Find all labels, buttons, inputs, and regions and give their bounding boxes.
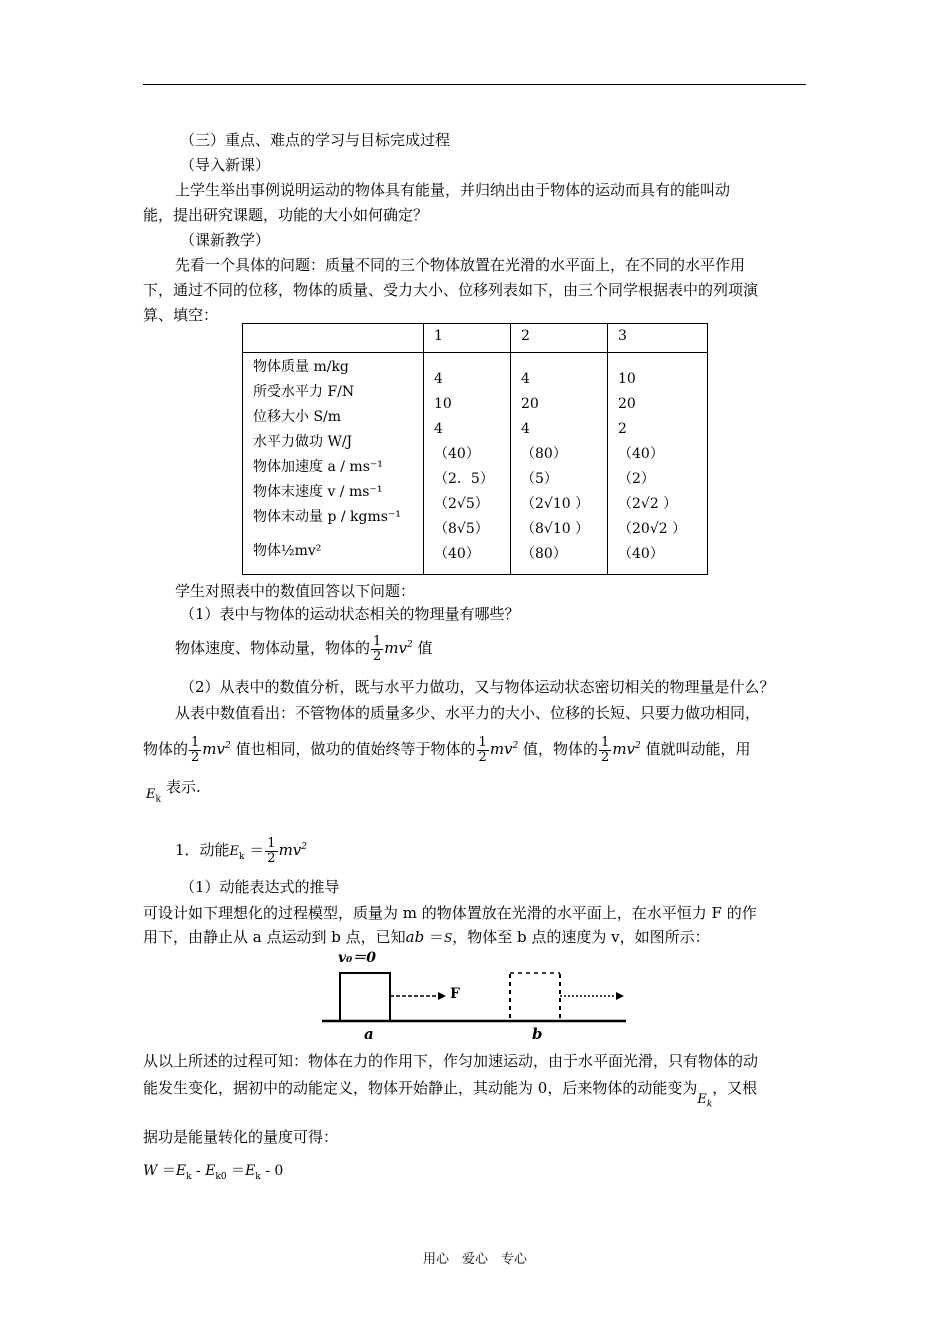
ek-symbol: $E_k$ <box>146 787 161 805</box>
mv2-term: $mv^2$ <box>384 639 413 657</box>
col-2-cell <box>511 353 608 575</box>
value: （2√10 ） <box>521 496 590 512</box>
row-label: 位移大小 S/m <box>253 409 342 425</box>
answer-intro: 学生对照表中的数值回答以下问题： <box>175 582 416 600</box>
half-fraction: $\frac{1}{2}$ <box>191 734 200 765</box>
derivation-line-1: 可设计如下理想化的过程模型，质量为 m 的物体置放在光滑的水平面上，在水平恒力 F 的作 <box>143 904 757 922</box>
derivation-line-2: 用下，由静止从 a 点运动到 b 点，已知ab ＝S，物体至 b 点的速度为 v，如图所示： <box>143 928 710 946</box>
value: （2√5） <box>434 496 489 512</box>
definition-label: 1．动能 <box>175 841 230 859</box>
value: 4 <box>434 371 443 387</box>
block-at-a <box>340 973 390 1021</box>
answer-2-line-2: 物体的 $\frac{1}{2}$ $mv^2$ 值也相同，做功的值始终等于物体的 $\frac{1}{2}$ $mv^2$ 值，物体的 $\frac{1}{2}$ $mv^2$ 值就叫动能，用 <box>143 734 751 765</box>
table-header-cell: 1 <box>424 324 511 353</box>
text-segment: 用下，由静止从 a 点运动到 b 点，已知 <box>143 928 406 946</box>
text-segment: 能发生变化，据初中的动能定义，物体开始静止，其动能为 0，后来物体的动能变为 <box>143 1079 698 1097</box>
problem-line-2: 下，通过不同的位移，物体的质量、受力大小、位移列表如下，由三个同学根据表中的列项演 <box>143 281 759 299</box>
value: 2 <box>618 421 627 437</box>
conclusion-line-2 <box>143 1075 813 1108</box>
value: 10 <box>618 371 636 387</box>
answer-1-post: 值 <box>417 639 433 657</box>
ek-symbol: $E_k$ <box>697 1092 713 1110</box>
table-header-row <box>243 324 708 353</box>
value: （2） <box>618 471 655 487</box>
row-label: 物体末速度 v / ms⁻¹ <box>253 484 383 500</box>
definition-line: 1．动能$E_k$ ＝ $\frac{1}{2}$ $mv^2$ <box>175 835 308 866</box>
row-label: 水平力做功 W/J <box>253 434 353 450</box>
value: （40） <box>434 446 480 462</box>
text-segment: ，物体至 b 点的速度为 v，如图所示： <box>452 928 710 946</box>
subsection-1: （1）动能表达式的推导 <box>180 878 340 896</box>
value: （2√2 ） <box>618 496 678 512</box>
ab-equals-s: ab <box>405 928 425 946</box>
value: （8√5） <box>434 521 489 537</box>
row-labels-cell <box>243 353 424 575</box>
half-fraction: $\frac{1}{2}$ <box>601 734 610 765</box>
answer-2-line-1: 从表中数值看出：不管物体的质量多少、水平力的大小、位移的长短、只要力做功相同， <box>175 704 761 722</box>
value: 4 <box>521 421 530 437</box>
value: 10 <box>434 396 452 412</box>
section-title: （三）重点、难点的学习与目标完成过程 <box>180 131 451 149</box>
force-arrow-head <box>438 992 446 1000</box>
intro-label: （导入新课） <box>180 156 271 174</box>
value: 20 <box>521 396 539 412</box>
question-1: （1）表中与物体的运动状态相关的物理量有哪些？ <box>180 605 520 623</box>
header-rule <box>143 84 806 85</box>
answer-1-pre: 物体速度、物体动量，物体的 <box>175 639 371 657</box>
value: （20√2 ） <box>618 521 687 537</box>
half-fraction: $\frac{1}{2}$ <box>478 734 487 765</box>
force-label: F <box>450 986 460 1002</box>
answer-2-line-3: 表示. <box>166 778 201 796</box>
value: （40） <box>434 546 480 562</box>
intro-para-1: 上学生举出事例说明运动的物体具有能量，并归纳出由于物体的运动而具有的能叫动 <box>175 181 731 199</box>
value: （40） <box>618 446 664 462</box>
value: （5） <box>521 471 558 487</box>
table-header-cell: 2 <box>511 324 608 353</box>
value: （80） <box>521 446 567 462</box>
data-table <box>242 323 708 575</box>
half-fraction: $\frac{1}{2}$ <box>267 835 276 866</box>
new-lesson-label: （课新教学） <box>180 231 271 249</box>
value: （40） <box>618 546 664 562</box>
value: （80） <box>521 546 567 562</box>
page-footer: 用心 爱心 专心 <box>422 1252 527 1267</box>
answer-1 <box>175 632 845 664</box>
text-segment: 值就叫动能，用 <box>645 740 751 758</box>
table-row <box>243 353 708 575</box>
col-1-cell <box>424 353 511 575</box>
value: 4 <box>434 421 443 437</box>
point-b-label: b <box>532 1025 543 1043</box>
velocity-arrow-head <box>616 992 624 1000</box>
row-label: 物体末动量 p / kgms⁻¹ <box>253 509 401 525</box>
v0-label: v₀＝0 <box>338 950 377 966</box>
value: 4 <box>521 371 530 387</box>
text-segment: 值，物体的 <box>523 740 599 758</box>
conclusion-line-3: 据功是能量转化的量度可得： <box>143 1128 339 1146</box>
value: （8√10 ） <box>521 521 590 537</box>
half-fraction: $\frac{1}{2}$ <box>373 633 382 664</box>
table-header-cell: 3 <box>608 324 708 353</box>
row-label: 物体质量 m/kg <box>253 359 349 375</box>
col-3-cell <box>608 353 708 575</box>
intro-para-2: 能，提出研究课题，功能的大小如何确定？ <box>143 206 429 224</box>
text-segment: 物体的 <box>143 740 189 758</box>
value: 20 <box>618 396 636 412</box>
conclusion-line-1: 从以上所述的过程可知：物体在力的作用下，作匀加速运动，由于水平面光滑，只有物体的动 <box>143 1052 759 1070</box>
row-label: 所受水平力 F/N <box>253 384 355 400</box>
point-a-label: a <box>364 1025 374 1043</box>
problem-line-3: 算、填空： <box>143 306 219 324</box>
question-2: （2）从表中的数值分析，既与水平力做功，又与物体运动状态密切相关的物理量是什么？ <box>180 678 775 696</box>
work-energy-equation: $W =E_k - E_{k0} =E_k - 0$ <box>143 1163 284 1182</box>
text-segment: 值也相同，做功的值始终等于物体的 <box>235 740 476 758</box>
text-segment: ，又根 <box>712 1079 758 1097</box>
row-label: 物体½mv² <box>253 543 322 559</box>
table-header-cell <box>243 324 424 353</box>
value: （2．5） <box>434 471 494 487</box>
problem-line-1: 先看一个具体的问题：质量不同的三个物体放置在光滑的水平面上，在不同的水平作用 <box>175 256 746 274</box>
row-label: 物体加速度 a / ms⁻¹ <box>253 459 383 475</box>
